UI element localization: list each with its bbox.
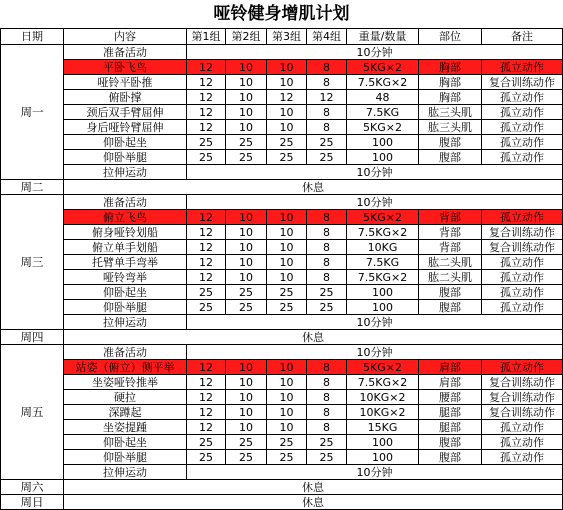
set-2-cell: 25 <box>226 300 267 315</box>
duration-cell: 10分钟 <box>187 465 563 480</box>
weight-cell: 7.5KG <box>347 255 419 270</box>
note-cell: 孤立动作 <box>482 285 563 300</box>
header-cell: 部位 <box>419 29 482 45</box>
exercise-cell: 身后哑铃臂屈伸 <box>64 120 187 135</box>
body-part-cell: 肩部 <box>419 360 482 375</box>
set-1-cell: 12 <box>187 75 226 90</box>
set-2-cell: 10 <box>226 375 267 390</box>
body-part-cell: 胸部 <box>419 60 482 75</box>
duration-cell: 10分钟 <box>187 195 563 210</box>
note-cell: 复合训练动作 <box>482 405 563 420</box>
rest-cell: 休息 <box>64 480 563 495</box>
set-3-cell: 10 <box>267 75 307 90</box>
body-part-cell: 腿部 <box>419 420 482 435</box>
note-cell: 孤立动作 <box>482 105 563 120</box>
exercise-cell: 哑铃弯举 <box>64 270 187 285</box>
table-row <box>1 315 563 330</box>
exercise-cell: 拉伸运动 <box>64 465 187 480</box>
set-3-cell: 10 <box>267 255 307 270</box>
table-row <box>1 300 563 315</box>
day-cell: 周四 <box>1 330 64 345</box>
body-part-cell: 肱二头肌 <box>419 270 482 285</box>
weight-cell: 100 <box>347 150 419 165</box>
set-1-cell: 12 <box>187 390 226 405</box>
note-cell: 复合训练动作 <box>482 225 563 240</box>
set-1-cell: 25 <box>187 135 226 150</box>
weight-cell: 5KG×2 <box>347 360 419 375</box>
set-4-cell: 8 <box>307 225 347 240</box>
table-row <box>1 285 563 300</box>
set-3-cell: 25 <box>267 135 307 150</box>
exercise-cell: 颈后双手臂屈伸 <box>64 105 187 120</box>
header-cell: 重量/数量 <box>347 29 419 45</box>
set-2-cell: 10 <box>226 75 267 90</box>
body-part-cell: 背部 <box>419 225 482 240</box>
exercise-cell: 仰卧起坐 <box>64 435 187 450</box>
weight-cell: 100 <box>347 300 419 315</box>
header-cell: 第1组 <box>187 29 226 45</box>
weight-cell: 7.5KG×2 <box>347 270 419 285</box>
set-3-cell: 25 <box>267 450 307 465</box>
set-4-cell: 8 <box>307 405 347 420</box>
weight-cell: 100 <box>347 135 419 150</box>
set-3-cell: 25 <box>267 150 307 165</box>
set-3-cell: 12 <box>267 90 307 105</box>
set-2-cell: 25 <box>226 150 267 165</box>
exercise-cell: 俯卧撑 <box>64 90 187 105</box>
set-1-cell: 12 <box>187 420 226 435</box>
set-3-cell: 10 <box>267 210 307 225</box>
exercise-cell: 拉伸运动 <box>64 165 187 180</box>
note-cell: 孤立动作 <box>482 270 563 285</box>
body-part-cell: 背部 <box>419 210 482 225</box>
set-2-cell: 10 <box>226 90 267 105</box>
body-part-cell: 腰部 <box>419 390 482 405</box>
weight-cell: 100 <box>347 435 419 450</box>
set-1-cell: 25 <box>187 300 226 315</box>
set-2-cell: 10 <box>226 270 267 285</box>
set-2-cell: 10 <box>226 120 267 135</box>
note-cell: 复合训练动作 <box>482 390 563 405</box>
table-row <box>1 270 563 285</box>
set-2-cell: 25 <box>226 285 267 300</box>
exercise-cell: 俯立飞鸟 <box>64 210 187 225</box>
plan-title: 哑铃健身增肌计划 <box>213 4 350 24</box>
exercise-cell: 准备活动 <box>64 345 187 360</box>
note-cell: 孤立动作 <box>482 300 563 315</box>
set-1-cell: 12 <box>187 105 226 120</box>
note-cell: 孤立动作 <box>482 450 563 465</box>
header-cell: 备注 <box>482 29 563 45</box>
header-cell: 第4组 <box>307 29 347 45</box>
set-4-cell: 25 <box>307 435 347 450</box>
set-4-cell: 8 <box>307 60 347 75</box>
set-2-cell: 10 <box>226 360 267 375</box>
set-2-cell: 10 <box>226 420 267 435</box>
exercise-cell: 准备活动 <box>64 45 187 60</box>
set-4-cell: 8 <box>307 375 347 390</box>
table-row <box>1 240 563 255</box>
table-row <box>1 60 563 75</box>
note-cell: 孤立动作 <box>482 150 563 165</box>
exercise-cell: 坐姿提踵 <box>64 420 187 435</box>
set-3-cell: 10 <box>267 360 307 375</box>
set-4-cell: 25 <box>307 150 347 165</box>
note-cell: 孤立动作 <box>482 435 563 450</box>
exercise-cell: 硬拉 <box>64 390 187 405</box>
set-4-cell: 8 <box>307 270 347 285</box>
table-row <box>1 435 563 450</box>
plan-body <box>1 29 563 510</box>
exercise-cell: 平卧飞鸟 <box>64 60 187 75</box>
table-row <box>1 360 563 375</box>
set-2-cell: 10 <box>226 390 267 405</box>
day-cell: 周二 <box>1 180 64 195</box>
body-part-cell: 腹部 <box>419 450 482 465</box>
set-3-cell: 10 <box>267 60 307 75</box>
set-3-cell: 10 <box>267 390 307 405</box>
day-cell: 周三 <box>1 195 64 330</box>
exercise-cell: 拉伸运动 <box>64 315 187 330</box>
rest-cell: 休息 <box>64 330 563 345</box>
set-4-cell: 25 <box>307 450 347 465</box>
note-cell: 复合训练动作 <box>482 375 563 390</box>
header-row <box>1 29 563 45</box>
table-row <box>1 405 563 420</box>
exercise-cell: 深蹲起 <box>64 405 187 420</box>
day-cell: 周日 <box>1 495 64 510</box>
exercise-cell: 准备活动 <box>64 195 187 210</box>
exercise-cell: 托臂单手弯举 <box>64 255 187 270</box>
day-cell: 周一 <box>1 45 64 180</box>
exercise-cell: 站姿（俯立）侧平举 <box>64 360 187 375</box>
set-1-cell: 12 <box>187 210 226 225</box>
set-3-cell: 10 <box>267 240 307 255</box>
body-part-cell: 背部 <box>419 240 482 255</box>
set-1-cell: 12 <box>187 60 226 75</box>
rest-cell: 休息 <box>64 495 563 510</box>
table-row <box>1 420 563 435</box>
table-row <box>1 480 563 495</box>
set-1-cell: 12 <box>187 360 226 375</box>
exercise-cell: 俯身哑铃划船 <box>64 225 187 240</box>
exercise-cell: 仰卧举腿 <box>64 300 187 315</box>
body-part-cell: 腹部 <box>419 300 482 315</box>
set-4-cell: 25 <box>307 135 347 150</box>
table-row <box>1 330 563 345</box>
body-part-cell: 腹部 <box>419 150 482 165</box>
set-3-cell: 10 <box>267 225 307 240</box>
day-cell: 周五 <box>1 345 64 480</box>
set-3-cell: 10 <box>267 105 307 120</box>
exercise-cell: 坐姿哑铃推举 <box>64 375 187 390</box>
set-3-cell: 25 <box>267 300 307 315</box>
body-part-cell: 肱三头肌 <box>419 120 482 135</box>
table-row <box>1 255 563 270</box>
table-row <box>1 450 563 465</box>
weight-cell: 15KG <box>347 420 419 435</box>
note-cell: 孤立动作 <box>482 135 563 150</box>
table-row <box>1 225 563 240</box>
set-2-cell: 25 <box>226 450 267 465</box>
body-part-cell: 腹部 <box>419 435 482 450</box>
body-part-cell: 胸部 <box>419 90 482 105</box>
set-3-cell: 10 <box>267 420 307 435</box>
table-row <box>1 465 563 480</box>
set-1-cell: 12 <box>187 405 226 420</box>
set-4-cell: 8 <box>307 360 347 375</box>
set-1-cell: 25 <box>187 150 226 165</box>
note-cell: 孤立动作 <box>482 420 563 435</box>
set-4-cell: 8 <box>307 390 347 405</box>
duration-cell: 10分钟 <box>187 315 563 330</box>
weight-cell: 100 <box>347 450 419 465</box>
set-4-cell: 8 <box>307 240 347 255</box>
weight-cell: 10KG <box>347 240 419 255</box>
header-cell: 第3组 <box>267 29 307 45</box>
body-part-cell: 腹部 <box>419 135 482 150</box>
table-row <box>1 495 563 510</box>
note-cell: 复合训练动作 <box>482 75 563 90</box>
set-2-cell: 10 <box>226 240 267 255</box>
table-row <box>1 210 563 225</box>
duration-cell: 10分钟 <box>187 345 563 360</box>
set-2-cell: 10 <box>226 255 267 270</box>
set-2-cell: 25 <box>226 435 267 450</box>
table-row <box>1 375 563 390</box>
table-row <box>1 105 563 120</box>
table-row <box>1 120 563 135</box>
set-2-cell: 10 <box>226 210 267 225</box>
set-1-cell: 12 <box>187 375 226 390</box>
weight-cell: 7.5KG×2 <box>347 75 419 90</box>
duration-cell: 10分钟 <box>187 45 563 60</box>
exercise-cell: 仰卧起坐 <box>64 135 187 150</box>
set-4-cell: 8 <box>307 255 347 270</box>
set-1-cell: 25 <box>187 435 226 450</box>
set-4-cell: 8 <box>307 420 347 435</box>
set-3-cell: 10 <box>267 375 307 390</box>
set-2-cell: 10 <box>226 105 267 120</box>
note-cell: 孤立动作 <box>482 90 563 105</box>
body-part-cell: 肱三头肌 <box>419 105 482 120</box>
table-row <box>1 165 563 180</box>
note-cell: 孤立动作 <box>482 255 563 270</box>
set-3-cell: 10 <box>267 120 307 135</box>
set-1-cell: 12 <box>187 90 226 105</box>
set-4-cell: 8 <box>307 120 347 135</box>
header-cell: 日期 <box>1 29 64 45</box>
body-part-cell: 肩部 <box>419 375 482 390</box>
set-3-cell: 10 <box>267 270 307 285</box>
duration-cell: 10分钟 <box>187 165 563 180</box>
note-cell: 孤立动作 <box>482 210 563 225</box>
weight-cell: 5KG×2 <box>347 120 419 135</box>
note-cell: 复合训练动作 <box>482 240 563 255</box>
table-row <box>1 345 563 360</box>
rest-cell: 休息 <box>64 180 563 195</box>
note-cell: 孤立动作 <box>482 120 563 135</box>
weight-cell: 10KG×2 <box>347 390 419 405</box>
set-1-cell: 12 <box>187 240 226 255</box>
exercise-cell: 俯立单手划船 <box>64 240 187 255</box>
exercise-cell: 哑铃平卧推 <box>64 75 187 90</box>
exercise-cell: 仰卧起坐 <box>64 285 187 300</box>
set-1-cell: 25 <box>187 450 226 465</box>
set-2-cell: 10 <box>226 60 267 75</box>
exercise-cell: 仰卧举腿 <box>64 150 187 165</box>
set-1-cell: 25 <box>187 285 226 300</box>
set-2-cell: 10 <box>226 405 267 420</box>
weight-cell: 7.5KG <box>347 105 419 120</box>
weight-cell: 5KG×2 <box>347 210 419 225</box>
set-3-cell: 25 <box>267 435 307 450</box>
note-cell: 孤立动作 <box>482 60 563 75</box>
set-4-cell: 12 <box>307 90 347 105</box>
set-4-cell: 25 <box>307 300 347 315</box>
header-cell: 内容 <box>64 29 187 45</box>
table-row <box>1 390 563 405</box>
exercise-cell: 仰卧举腿 <box>64 450 187 465</box>
set-3-cell: 10 <box>267 405 307 420</box>
set-2-cell: 10 <box>226 225 267 240</box>
set-4-cell: 8 <box>307 210 347 225</box>
table-row <box>1 90 563 105</box>
body-part-cell: 肱二头肌 <box>419 255 482 270</box>
set-4-cell: 8 <box>307 75 347 90</box>
set-2-cell: 25 <box>226 135 267 150</box>
weight-cell: 7.5KG×2 <box>347 225 419 240</box>
body-part-cell: 腿部 <box>419 405 482 420</box>
table-row <box>1 75 563 90</box>
note-cell: 孤立动作 <box>482 360 563 375</box>
table-row <box>1 180 563 195</box>
weight-cell: 48 <box>347 90 419 105</box>
weight-cell: 100 <box>347 285 419 300</box>
set-1-cell: 12 <box>187 225 226 240</box>
table-row <box>1 135 563 150</box>
set-4-cell: 25 <box>307 285 347 300</box>
set-1-cell: 12 <box>187 270 226 285</box>
body-part-cell: 腹部 <box>419 285 482 300</box>
day-cell: 周六 <box>1 480 64 495</box>
body-part-cell: 胸部 <box>419 75 482 90</box>
weight-cell: 10KG×2 <box>347 405 419 420</box>
set-4-cell: 8 <box>307 105 347 120</box>
header-cell: 第2组 <box>226 29 267 45</box>
set-1-cell: 12 <box>187 255 226 270</box>
plan-table <box>0 28 563 510</box>
table-row <box>1 45 563 60</box>
table-row <box>1 150 563 165</box>
weight-cell: 7.5KG×2 <box>347 375 419 390</box>
weight-cell: 5KG×2 <box>347 60 419 75</box>
table-row <box>1 195 563 210</box>
set-3-cell: 25 <box>267 285 307 300</box>
set-1-cell: 12 <box>187 120 226 135</box>
